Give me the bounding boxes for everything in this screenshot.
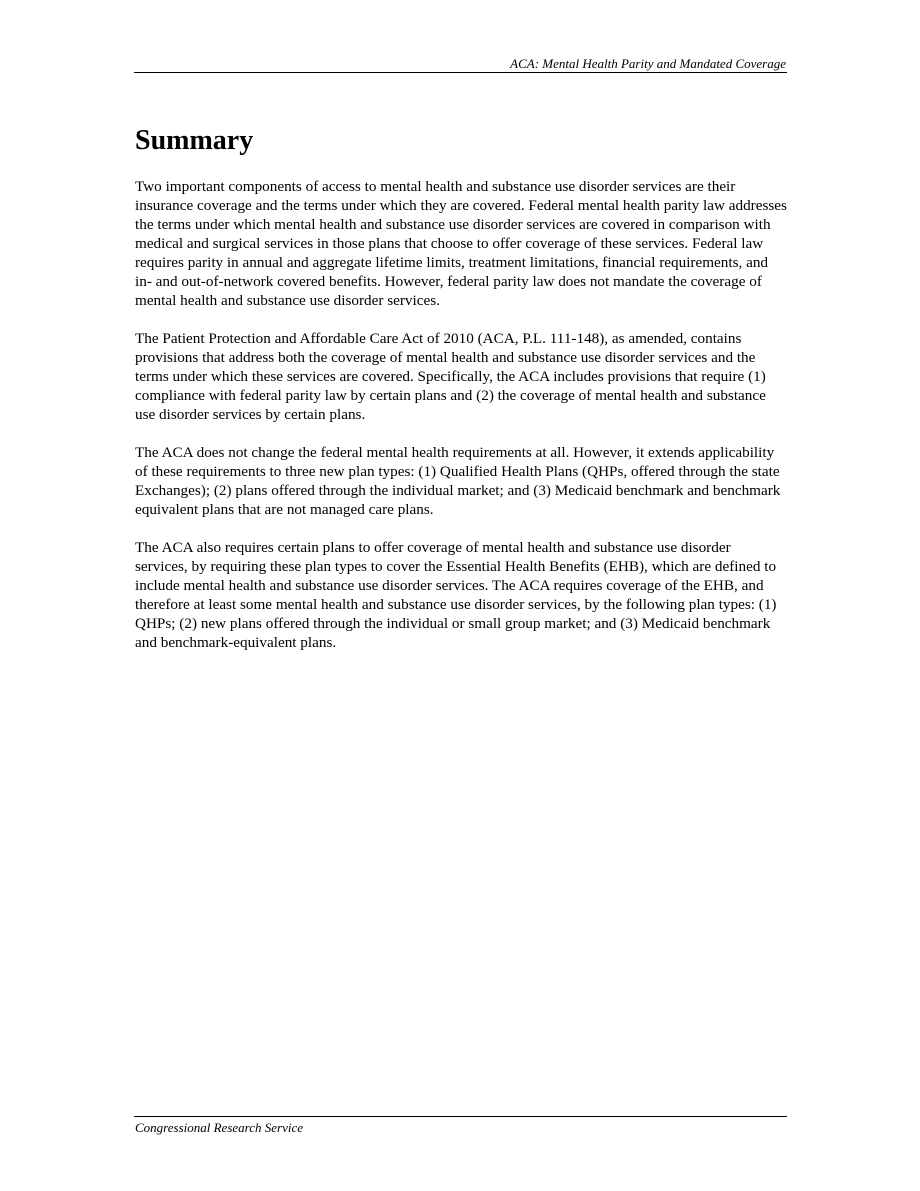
running-header: ACA: Mental Health Parity and Mandated Coverage: [510, 56, 786, 71]
footer-rule: [134, 1116, 787, 1117]
paragraph-3: The ACA does not change the federal mental health requirements at all. However, it extends applicability of these requirements to three new plan types: (1) Qualified Health Plans (QHPs, offered through the state Exchanges); (2) plans offered through the individual market; and (3) Medicaid benchmark and benchmark equivalent plans that are not managed care plans.: [135, 444, 781, 518]
paragraph-2: The Patient Protection and Affordable Care Act of 2010 (ACA, P.L. 111-148), as amended, contains provisions that address both the coverage of mental health and substance use disorder services and the terms under which these services are covered. Specifically, the ACA includes provisions that require (1) compliance with federal parity law by certain plans and (2) the coverage of mental health and substance use disorder services by certain plans.: [135, 330, 766, 423]
header-rule: [134, 72, 787, 73]
summary-body: [135, 177, 787, 671]
page-title: Summary: [135, 125, 254, 156]
paragraph-1: Two important components of access to mental health and substance use disorder services are their insurance coverage and the terms under which they are covered. Federal mental health parity law addresses the terms under which mental health and substance use disorder services are covered in comparison with medical and surgical services in those plans that choose to offer coverage of these services. Federal law requires parity in annual and aggregate lifetime limits, treatment limitations, financial requirements, and in- and out-of-network covered benefits. However, federal parity law does not mandate the coverage of mental health and substance use disorder services.: [135, 178, 787, 309]
paragraph-4: The ACA also requires certain plans to offer coverage of mental health and substance use disorder services, by requiring these plan types to cover the Essential Health Benefits (EHB), which are defined to include mental health and substance use disorder services. The ACA requires coverage of the EHB, and therefore at least some mental health and substance use disorder services, by the following plan types: (1) QHPs; (2) new plans offered through the individual or small group market; and (3) Medicaid benchmark and benchmark-equivalent plans.: [135, 539, 777, 651]
running-footer: Congressional Research Service: [135, 1120, 303, 1135]
